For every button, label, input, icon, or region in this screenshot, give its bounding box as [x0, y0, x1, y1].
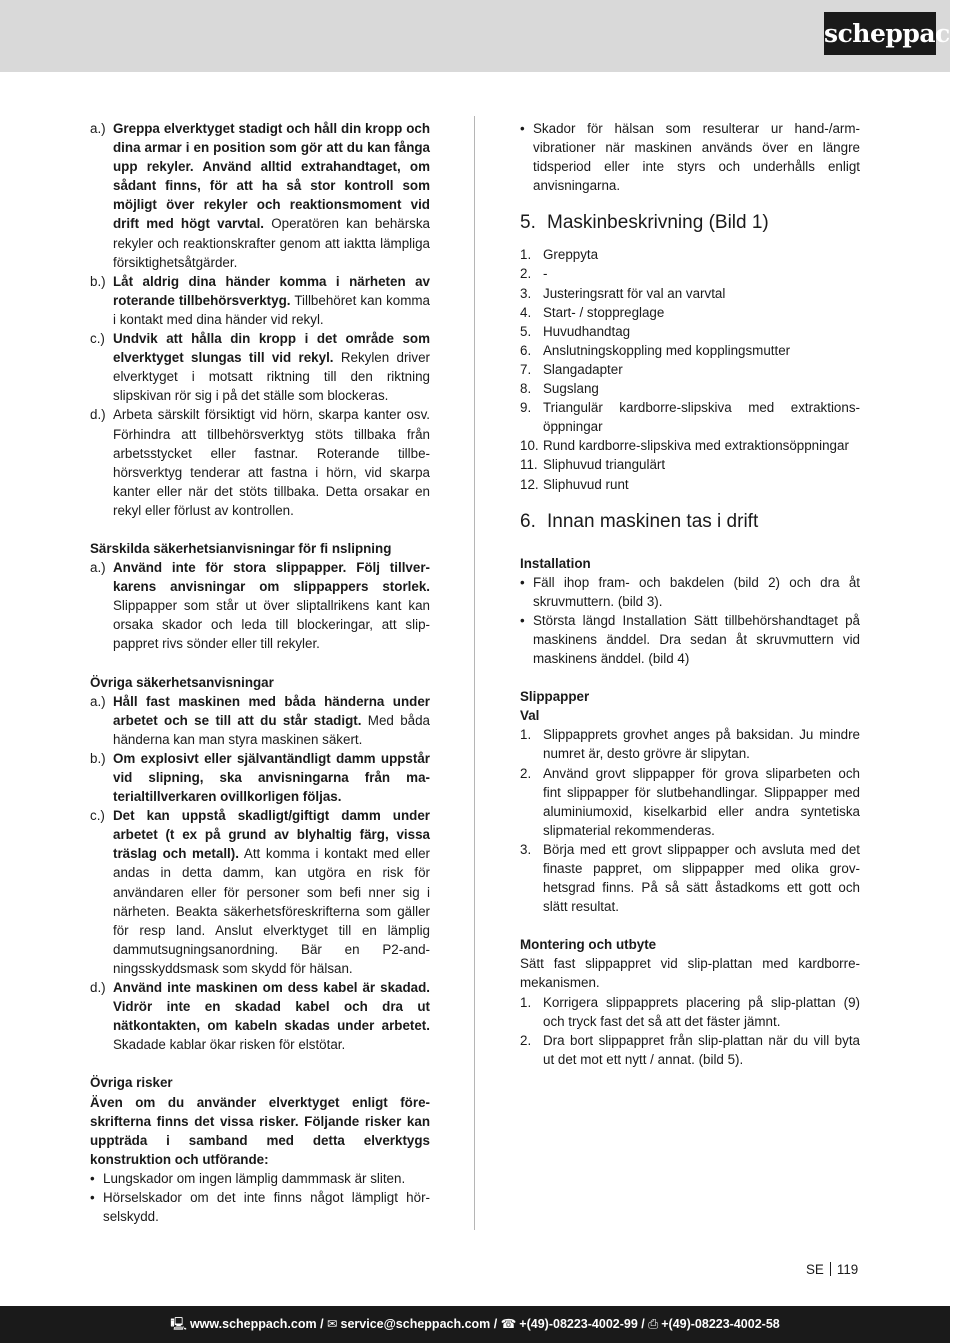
bullet-text: Skador för hälsan som resulterar ur hand-/armvibrationer när maskinen används över en längre tidsperiod eller inte styrs och underhålls enligt anvisningarna. [533, 121, 860, 194]
computer-icon: 🖳 [170, 1317, 187, 1331]
bullet-marker: • [90, 1170, 95, 1186]
item-number: 2. [520, 1032, 532, 1048]
spacer [90, 1054, 430, 1073]
item-label: a.) [90, 693, 106, 709]
item-number: 8. [520, 381, 532, 397]
list-item [520, 611, 860, 668]
list-item [520, 303, 860, 322]
footer-bar [0, 1306, 950, 1343]
list-item [520, 379, 860, 398]
item-text: Sliphuvud runt [543, 476, 629, 492]
item-text [113, 405, 430, 520]
section-title: Maskinbeskrivning (Bild 1) [547, 212, 769, 234]
list-item [90, 405, 430, 520]
item-text: Huvudhandtag [543, 323, 631, 339]
scheppach-logo: scheppach [824, 12, 936, 55]
list-item [90, 119, 430, 272]
item-number: 11. [520, 457, 538, 473]
section-title: Innan maskinen tas i drift [547, 510, 759, 532]
list-item [520, 455, 860, 474]
item-label: b.) [90, 750, 106, 766]
item-normal-text: Rekylen driver elverktyget i motsatt riktning till den riktning slipskivan rör sig i på det ställe som blockeras. [113, 350, 430, 404]
val-list [520, 725, 860, 916]
item-number: 3. [520, 285, 532, 301]
item-label: a.) [90, 121, 106, 136]
list-item [520, 573, 860, 611]
item-text: Börja med ett grovt slippapper och avsluta med det finaste pappret, om slippapper med olika grovhetsgrad finns. På så sätt åstadkoms ett gott och slätt resultat. [543, 841, 860, 915]
item-text: Sugslang [543, 381, 599, 397]
item-bold-text: Håll fast maskinen med båda händerna under arbetet och se till att du står stadigt. [113, 693, 430, 728]
item-text: Justeringsratt för val an varvtal [543, 285, 726, 301]
item-text [113, 692, 430, 749]
list-item [90, 1169, 430, 1188]
column-divider [474, 116, 475, 1230]
subheading: Särskilda säkerhetsianvisningar för fi nslipning [90, 540, 392, 556]
list-item [520, 341, 860, 360]
bullet-text: Lungskador om ingen lämplig dammmask är sliten. [103, 1170, 406, 1186]
list-item [520, 245, 860, 264]
bullet-marker: • [90, 1189, 95, 1205]
item-text: Använd grovt slippapper för grova sliparbeten och fint slippapper för slutbehandlingar. Slippapper med aluminiumoxid, kiselkarbid eller andra syntetiska slipmaterial rekommenderas. [543, 765, 860, 838]
item-text: Slippapprets grovhet anges på baksidan. Ju mindre numret är, desto grövre är slipytan. [543, 727, 860, 762]
bullet-text: Fäll ihop fram- och bakdelen (bild 2) och dra åt skruvmuttern. (bild 3). [533, 574, 860, 609]
bullet-text: Hörselskador om det inte finns något lämpligt hörselskydd. [103, 1189, 430, 1225]
item-number: 6. [520, 342, 532, 358]
montering-intro: Sätt fast slippappret vid slip-plattan med kardborre-mekanismen. [520, 956, 860, 991]
item-text: Greppyta [543, 247, 599, 263]
item-text: Start- / stoppreglage [543, 304, 665, 320]
item-number: 7. [520, 361, 532, 377]
montering-heading: Montering och utbyte [520, 937, 657, 953]
left-column [90, 119, 430, 1226]
item-label: d.) [90, 980, 106, 996]
list-item [520, 725, 860, 763]
subheading: Övriga säkerhetsanvisningar [90, 674, 274, 690]
list-item [90, 1188, 430, 1226]
item-text [113, 749, 430, 806]
bullet-marker: • [520, 574, 525, 590]
list-item [520, 436, 860, 455]
item-text: Sliphuvud triangulärt [543, 457, 666, 473]
item-text: Korrigera slippapprets placering på slip-plattan (9) och tryck fast det så att det fäster jämnt. [543, 994, 860, 1029]
footer-phone: +(49)-08223-4002-99 / [519, 1317, 645, 1331]
bold-paragraph: Även om du använder elverktyget enligt föreskrifterna finns det vissa risker. Följande risker kan uppträda i samband med detta elverktygs konstruktion och utförande: [90, 1094, 430, 1167]
list-item [520, 398, 860, 436]
bullet-marker: • [520, 612, 525, 628]
list-item [90, 272, 430, 329]
mail-icon: ✉ [327, 1317, 338, 1331]
page-number [806, 1262, 858, 1277]
item-text: Rund kardborre-slipskiva med extraktionsöppningar [543, 438, 849, 454]
bullet-text: Största längd Installation Sätt tillbehörshandtaget på maskinens änddel. Dra sedan åt skruvmuttern vid maskinens änddel. (bild 4) [533, 612, 860, 667]
list-item [520, 322, 860, 341]
page-number-value: 119 [836, 1262, 859, 1277]
item-number: 3. [520, 841, 532, 857]
item-number: 4. [520, 304, 532, 320]
subheading: Övriga risker [90, 1075, 173, 1091]
list-item [520, 119, 860, 195]
item-text [113, 806, 430, 978]
item-label: d.) [90, 407, 106, 423]
item-bold-text: Om explosivt eller självantändligt damm uppstår vid slipning, ska anvisningarna från materialtillverkaren ovillkorligen följas. [113, 750, 430, 805]
list-item [520, 993, 860, 1031]
item-text: Dra bort slippappret från slip-plattan när du vill byta ut det mot ett nytt / annat. (bild 5). [543, 1032, 860, 1067]
section-6-heading [520, 510, 860, 534]
machine-parts-list [520, 245, 860, 493]
item-number: 2. [520, 266, 532, 282]
item-text [113, 272, 430, 329]
phone-icon: ☎ [500, 1317, 517, 1331]
section-number: 6. [520, 510, 536, 532]
item-number: 1. [520, 994, 532, 1010]
item-normal-text: Arbeta särskilt försiktigt vid hörn, skarpa kanter osv. Förhindra att tillbehörsverktyg stöts tillbaka från arbetsstycket eller fastnar. Roterande tillbehörsverktyg tenderar att fastna i hörn, vid skarpa kanter eller när det stöts tillbaka. Detta orsakar en rekyl eller förlust av kontrollen. [113, 407, 430, 518]
installation-list [520, 573, 860, 668]
list-item [520, 1031, 860, 1069]
fax-icon: ⎙ [648, 1317, 659, 1331]
item-number: 10. [520, 438, 539, 454]
item-text: Triangulär kardborre-slipskiva med extraktionsöppningar [543, 400, 860, 435]
slippapper-heading: Slippapper [520, 689, 590, 705]
list-item [90, 806, 430, 978]
list-item [520, 360, 860, 379]
item-label: c.) [90, 331, 105, 347]
item-bold-text: Det kan uppstå skadligt/giftigt damm under arbetet (t ex på grund av blyhaltig färg, vissa träslag och metall). [113, 808, 430, 862]
item-text: Slangadapter [543, 361, 623, 377]
item-text [113, 978, 430, 1054]
item-text: - [543, 266, 548, 282]
installation-heading: Installation [520, 555, 591, 571]
item-number: 1. [520, 727, 532, 743]
spacer [90, 654, 430, 673]
header-bar [0, 0, 967, 72]
item-text [113, 329, 430, 405]
item-number: 9. [520, 400, 532, 416]
montering-list [520, 993, 860, 1069]
footer-website[interactable]: www.scheppach.com / [189, 1317, 324, 1331]
spacer [90, 520, 430, 539]
list-item [520, 284, 860, 303]
bullet-marker: • [520, 121, 525, 136]
list-item [520, 764, 860, 840]
list-item [90, 978, 430, 1054]
item-label: a.) [90, 560, 106, 576]
item-normal-text: Operatören kan behärska rekyler och reaktionskrafter genom att iaktta lämpliga försiktighetsåtgärder. [113, 216, 431, 270]
item-number: 2. [520, 765, 532, 781]
list-item [520, 475, 860, 494]
item-bold-text: Undvik att hålla din kropp i det område som elverktyget slungas till vid rekyl. [113, 331, 430, 366]
item-label: c.) [90, 808, 105, 824]
footer-fax: +(49)-08223-4002-58 [661, 1317, 780, 1331]
item-number: 1. [520, 247, 532, 263]
item-text: Anslutningskoppling med kopplingsmutter [543, 342, 791, 358]
item-normal-text: Skadade kablar ökar risken för elstötar. [113, 1037, 346, 1053]
item-number: 12. [520, 476, 539, 492]
item-number: 5. [520, 323, 532, 339]
list-item [90, 692, 430, 749]
item-text [113, 119, 430, 272]
list-item [90, 749, 430, 806]
list-item [520, 264, 860, 283]
val-heading: Val [520, 708, 540, 724]
item-bold-text: Använd inte maskinen om dess kabel är skadad. Vidrör inte en skadad kabel och dra ut nätkontakten, om kabeln skadas under arbetet. [113, 980, 430, 1034]
list-item [90, 329, 430, 405]
item-bold-text: Greppa elverktyget stadigt och håll din kropp och dina armar i en position som gör att du kan fånga upp rekyler. Använd alltid extrahandtaget, om sådant finns, för att ha så stor kontroll som möjligt över rekyler och reaktionsmoment vid drift med högt varvtal. [113, 121, 430, 232]
section-number: 5. [520, 212, 536, 234]
item-bold-text: Låt aldrig dina händer komma i närheten av roterande tillbehörsverktyg. [113, 273, 430, 308]
item-normal-text: Tillbehöret kan komma i kontakt med dina händer vid rekyl. [113, 292, 431, 327]
list-item [90, 558, 430, 653]
item-normal-text: Med båda händerna kan man styra maskinen säkert. [113, 712, 431, 747]
language-code: SE [806, 1262, 824, 1277]
item-bold-text: Använd inte för stora slippapper. Följ tillverkarens anvisningar om slippappers storlek. [113, 560, 430, 595]
item-normal-text: Slippapper som står ut över sliptallrikens kant kan orsaka skador och leda till blockeringar, att slippappret rivs sönder eller till rekyler. [113, 598, 430, 652]
list-item [520, 840, 860, 916]
item-label: b.) [90, 273, 106, 289]
right-column [520, 119, 860, 1069]
item-normal-text: Att komma i kontakt med eller andas in detta damm, kan utgöra en risk för användaren eller för personer som befi nner sig i närheten. Beakta säkerhetsföreskrifterna som gäller för resp land. Anslut elverktyget till en lämplig dammutsugningsanordning. Bär en P2-andningsskyddsmask som skydd för hälsan. [113, 846, 431, 976]
section-5-heading [520, 211, 860, 235]
item-text [113, 558, 430, 653]
footer-email[interactable]: service@scheppach.com / [340, 1317, 498, 1331]
